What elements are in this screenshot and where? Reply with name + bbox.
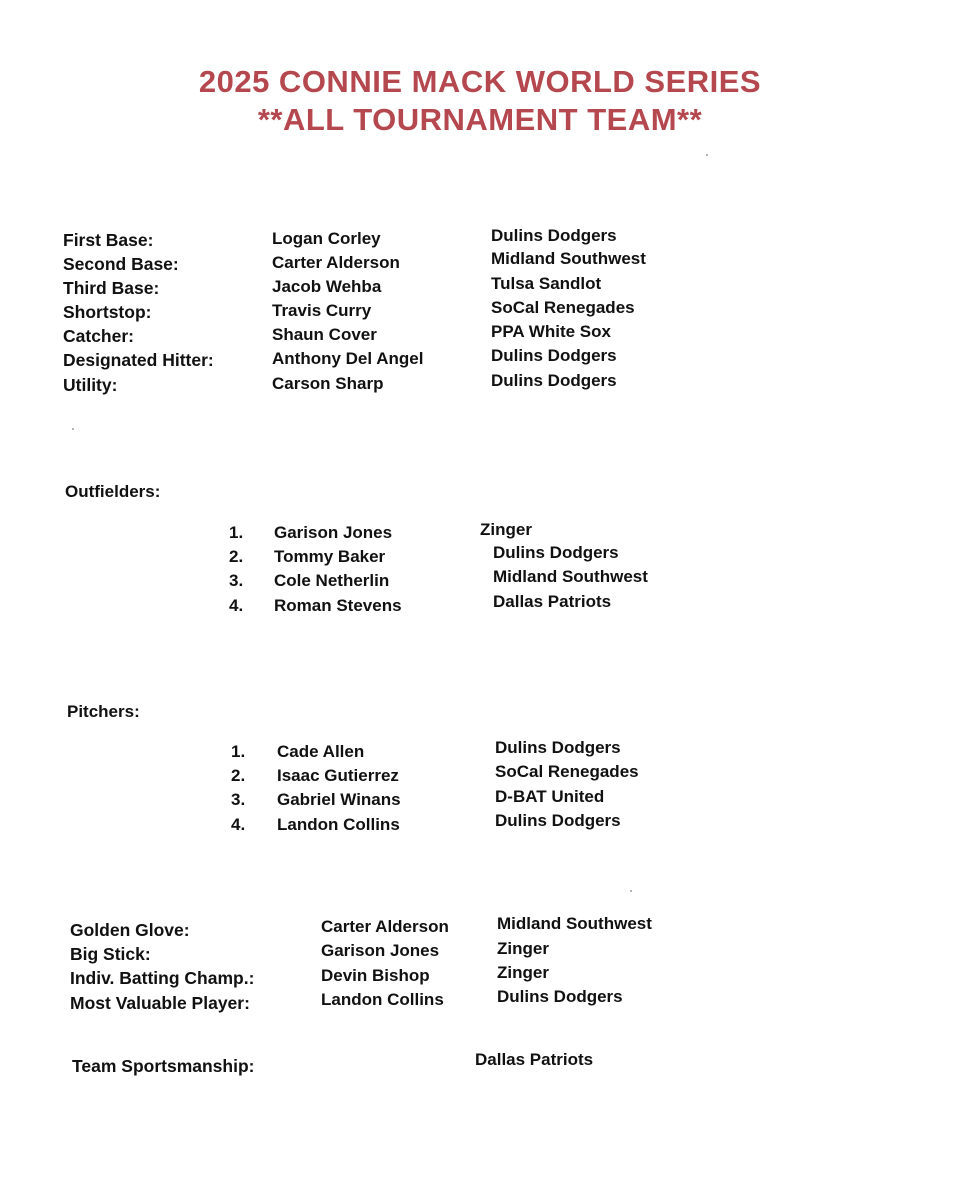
outfielder-team: Midland Southwest — [493, 567, 648, 586]
position-player: Logan Corley — [272, 229, 381, 248]
position-player: Shaun Cover — [272, 325, 377, 344]
award-label: Most Valuable Player: — [70, 993, 250, 1013]
position-label: Designated Hitter: — [63, 350, 214, 370]
scan-speck — [630, 890, 632, 892]
outfielder-player: Roman Stevens — [274, 596, 402, 615]
position-label: Catcher: — [63, 326, 134, 346]
position-label: Third Base: — [63, 278, 160, 298]
outfielder-team: Zinger — [480, 520, 532, 539]
position-team: PPA White Sox — [491, 322, 611, 341]
outfielder-player: Cole Netherlin — [274, 571, 390, 590]
pitcher-number: 2. — [231, 766, 246, 785]
award-player: Devin Bishop — [321, 966, 430, 985]
pitcher-number: 3. — [231, 790, 246, 809]
outfielder-player: Tommy Baker — [274, 547, 386, 566]
position-label: Utility: — [63, 375, 118, 395]
sportsmanship-team: Dallas Patriots — [475, 1050, 594, 1069]
position-player: Jacob Wehba — [272, 277, 382, 296]
scan-speck — [72, 428, 74, 430]
pitcher-team: SoCal Renegades — [495, 762, 639, 781]
position-player: Travis Curry — [272, 301, 372, 320]
position-team: Midland Southwest — [491, 249, 646, 268]
award-player: Garison Jones — [321, 941, 440, 960]
position-team: Dulins Dodgers — [491, 346, 617, 365]
outfielder-number: 3. — [229, 571, 244, 590]
outfielder-number: 4. — [229, 596, 244, 615]
pitcher-player: Cade Allen — [277, 742, 365, 761]
position-label: Second Base: — [63, 254, 179, 274]
pitcher-player: Gabriel Winans — [277, 790, 401, 809]
pitcher-team: D-BAT United — [495, 787, 605, 806]
position-team: Dulins Dodgers — [491, 226, 617, 245]
award-team: Zinger — [497, 963, 549, 982]
award-team: Zinger — [497, 939, 549, 958]
award-label: Big Stick: — [70, 944, 151, 964]
pitcher-player: Isaac Gutierrez — [277, 766, 399, 785]
pitcher-number: 4. — [231, 815, 246, 834]
pitchers-heading: Pitchers: — [67, 702, 140, 721]
position-team: Tulsa Sandlot — [491, 274, 602, 293]
outfielder-number: 1. — [229, 523, 244, 542]
position-player: Carson Sharp — [272, 374, 384, 393]
award-player: Landon Collins — [321, 990, 444, 1009]
outfielder-team: Dallas Patriots — [493, 592, 612, 611]
award-team: Midland Southwest — [497, 914, 652, 933]
pitcher-team: Dulins Dodgers — [495, 738, 621, 757]
document-subtitle: **ALL TOURNAMENT TEAM** — [257, 102, 703, 137]
outfielder-number: 2. — [229, 547, 244, 566]
award-player: Carter Alderson — [321, 917, 449, 936]
position-team: SoCal Renegades — [491, 298, 635, 317]
position-player: Carter Alderson — [272, 253, 400, 272]
pitcher-team: Dulins Dodgers — [495, 811, 621, 830]
award-label: Indiv. Batting Champ.: — [70, 968, 255, 988]
pitcher-number: 1. — [231, 742, 246, 761]
award-label: Golden Glove: — [70, 920, 190, 940]
outfielder-player: Garison Jones — [274, 523, 393, 542]
outfielders-heading: Outfielders: — [65, 482, 161, 501]
sportsmanship-label: Team Sportsmanship: — [72, 1056, 255, 1076]
pitcher-player: Landon Collins — [277, 815, 400, 834]
document-title: 2025 CONNIE MACK WORLD SERIES — [198, 64, 762, 99]
outfielder-team: Dulins Dodgers — [493, 543, 619, 562]
position-team: Dulins Dodgers — [491, 371, 617, 390]
position-player: Anthony Del Angel — [272, 349, 424, 368]
position-label: First Base: — [63, 230, 154, 250]
position-label: Shortstop: — [63, 302, 152, 322]
scan-speck — [706, 154, 708, 156]
award-team: Dulins Dodgers — [497, 987, 623, 1006]
